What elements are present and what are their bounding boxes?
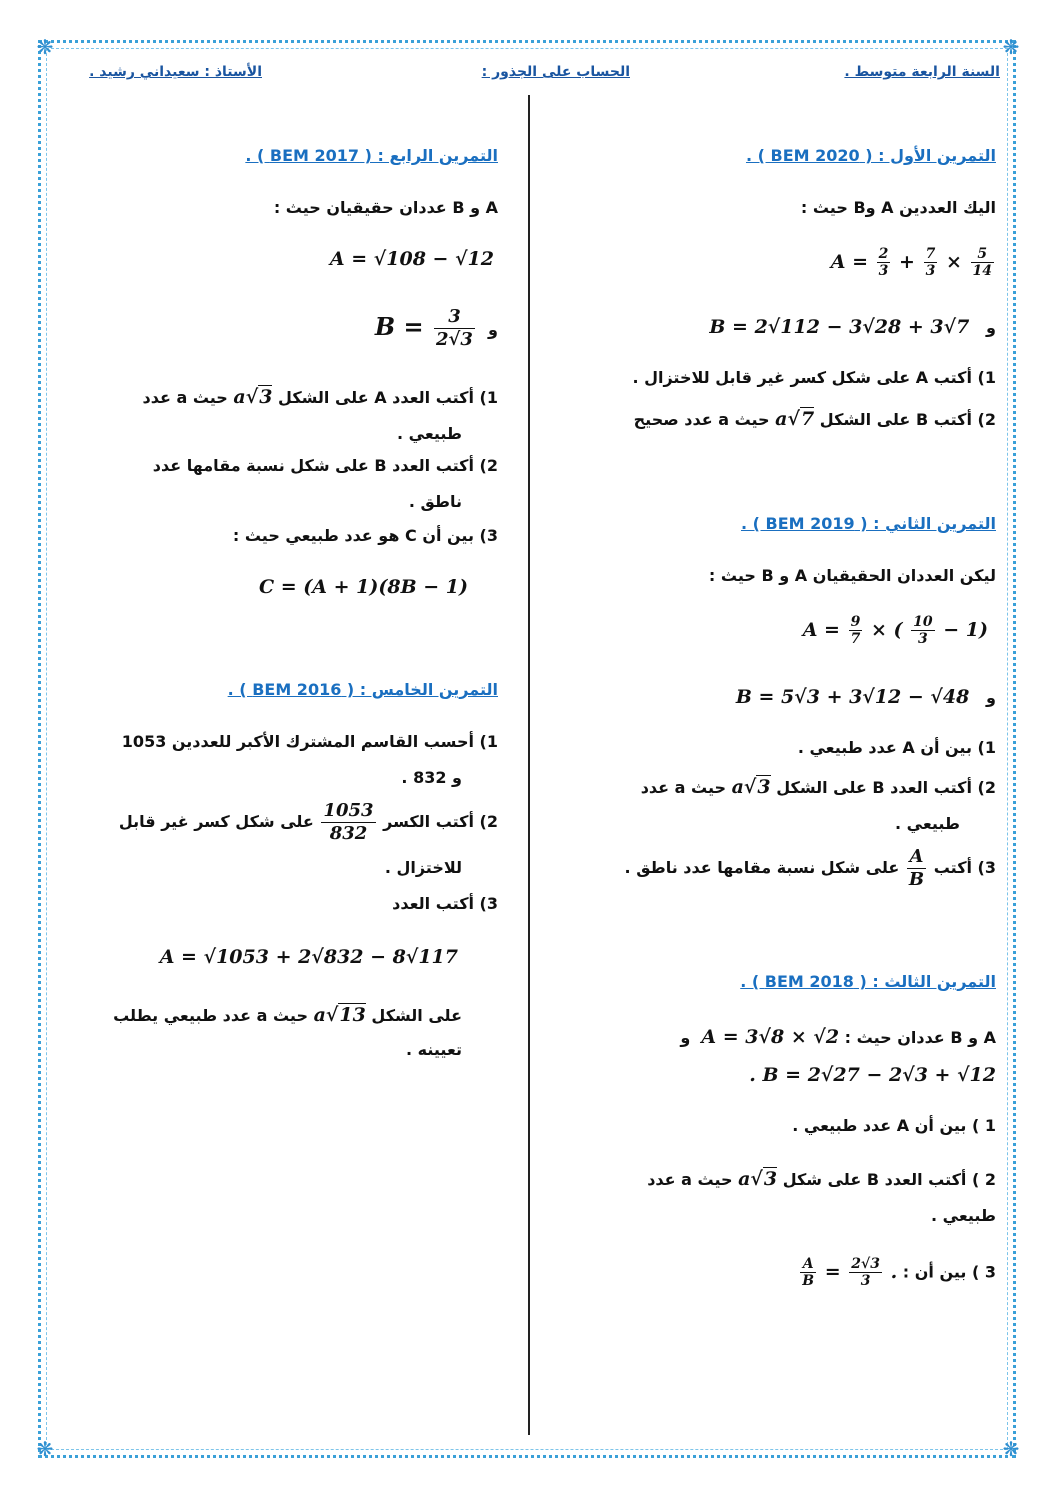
- ex1-title: التمرين الأول : ( BEM 2020 ) .: [745, 146, 996, 165]
- ex2-question-1: 1) بين أن A عدد طبيعي .: [797, 738, 996, 757]
- ex1-question-1: 1) أكتب A على شكل كسر غير قابل للاختزال .: [632, 368, 996, 387]
- ex5-tail-cont: تعيينه .: [406, 1040, 462, 1059]
- ex5-question-2-cont: للاختزال .: [384, 858, 462, 877]
- ex2-question-2: 2) أكتب العدد B على الشكل a√3 حيث a عدد: [640, 776, 996, 798]
- corner-ornament-icon: ❋: [1002, 1437, 1020, 1461]
- ex4-C-expression: C = (A + 1)(8B − 1): [259, 576, 468, 598]
- ex3-B-line: . B = 2√27 − 2√3 + √12: [749, 1064, 996, 1086]
- header-level: السنة الرابعة متوسط .: [844, 64, 1000, 80]
- corner-ornament-icon: ❋: [36, 1437, 54, 1461]
- ex5-A-expression: A = √1053 + 2√832 − 8√117: [159, 946, 458, 968]
- ex4-title: التمرين الرابع : ( BEM 2017 ) .: [245, 146, 498, 165]
- ex1-B-expression: و B = 2√112 − 3√28 + 3√7: [709, 316, 996, 338]
- ex4-question-1-cont: طبيعي .: [397, 424, 462, 443]
- corner-ornament-icon: ❋: [36, 35, 54, 59]
- header-topic: الحساب على الجذور :: [481, 64, 630, 80]
- ex4-A-expression: A = √108 − √12: [329, 248, 494, 270]
- ex4-intro: A و B عددان حقيقيان حيث :: [273, 198, 498, 217]
- ex4-question-2-cont: ناطق .: [408, 492, 462, 511]
- ex3-title: التمرين الثالث : ( BEM 2018 ) .: [740, 972, 996, 991]
- ex2-question-3: 3) أكتب $\frac{A}{B}$ على شكل نسبة مقامها عدد ناطق .: [624, 846, 996, 890]
- ex2-A-expression: A = $\frac{9}{7}$ × ( $\frac{10}{3}$ − 1): [802, 614, 988, 647]
- right-column: [560, 0, 996, 1450]
- corner-ornament-icon: ❋: [1002, 35, 1020, 59]
- ex3-A-line: A و B عددان حيث : A = 3√8 × √2 و: [680, 1026, 996, 1048]
- ex1-A-expression: A = $\frac{2}{3}$ + $\frac{7}{3}$ × $\frac{5}{14}$: [830, 246, 992, 279]
- ex1-intro: اليك العددين A وB حيث :: [800, 198, 996, 217]
- ex4-question-2: 2) أكتب العدد B على شكل نسبة مقامها عدد: [152, 456, 498, 475]
- ex2-intro: ليكن العددان الحقيقيان A و B حيث :: [708, 566, 996, 585]
- ex2-question-2-cont: طبيعي .: [895, 814, 960, 833]
- ex2-title: التمرين الثاني : ( BEM 2019 ) .: [740, 514, 996, 533]
- ex4-question-3: 3) بين أن C هو عدد طبيعي حيث :: [232, 526, 498, 545]
- header-teacher: الأستاذ : سعيداني رشيد .: [89, 64, 262, 80]
- ex2-B-expression: و B = 5√3 + 3√12 − √48: [735, 686, 996, 708]
- ex5-tail: على الشكل a√13 حيث a عدد طبيعي يطلب: [113, 1004, 462, 1026]
- left-column: [66, 0, 498, 1450]
- ex5-question-1-cont: و 832 .: [401, 768, 462, 787]
- ex3-question-2: 2 ) أكتب العدد B على شكل a√3 حيث a عدد: [647, 1168, 996, 1190]
- column-divider: [528, 95, 530, 1435]
- ex1-question-2: 2) أكتب B على الشكل a√7 حيث a عدد صحيح: [633, 408, 996, 430]
- ex5-title: التمرين الخامس : ( BEM 2016 ) .: [227, 680, 498, 699]
- ex4-question-1: 1) أكتب العدد A على الشكل a√3 حيث a عدد: [142, 386, 498, 408]
- ex3-question-2-cont: طبيعي .: [931, 1206, 996, 1225]
- ex5-question-2: 2) أكتب الكسر $\frac{1053}{832}$ على شكل كسر غير قابل: [118, 800, 498, 844]
- ex5-question-1: 1) أحسب القاسم المشترك الأكبر للعددين 1053: [121, 732, 498, 751]
- ex3-question-3: 3 ) بين أن : $\frac{A}{B}$ = $\frac{2√3}{3}$ .: [802, 1256, 996, 1289]
- ex3-question-1: 1 ) بين أن A عدد طبيعي .: [792, 1116, 996, 1135]
- ex4-B-expression: و B = $\frac{3}{2√3}$: [374, 306, 498, 350]
- ex5-question-3: 3) أكتب العدد: [392, 894, 498, 913]
